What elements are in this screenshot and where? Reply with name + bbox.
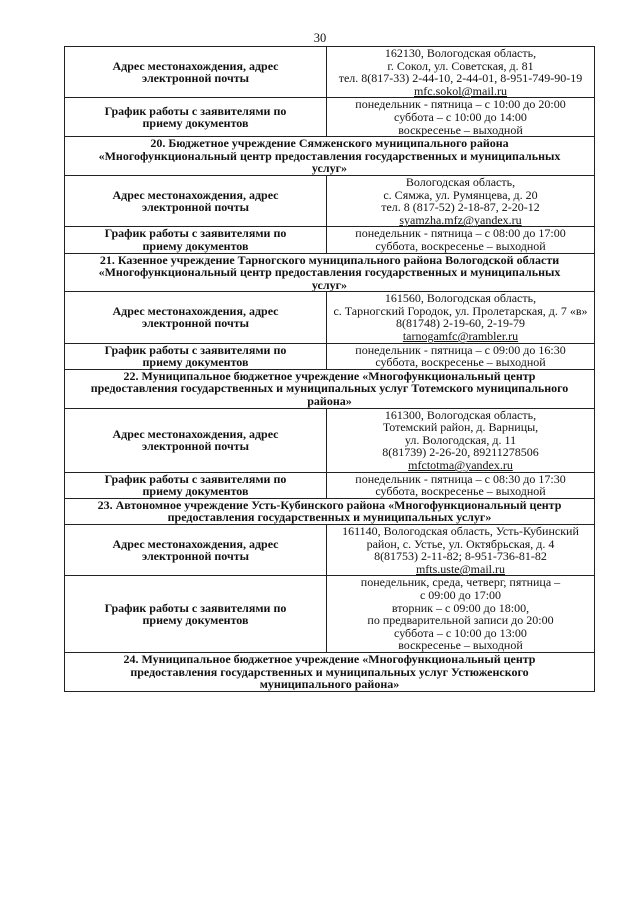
schedule-line: с 09:00 до 17:00 bbox=[419, 587, 502, 602]
address-label bbox=[65, 292, 327, 343]
schedule-label-line: График работы с заявителями по bbox=[104, 342, 287, 357]
address-line: 8(81748) 2-19-60, 2-19-79 bbox=[396, 316, 525, 331]
schedule-line: суббота, воскресенье – выходной bbox=[375, 484, 546, 499]
address-line: 8(81739) 2-26-20, 89211278506 bbox=[382, 445, 539, 460]
address-line: syamzha.mfz@yandex.ru bbox=[399, 212, 522, 227]
section-title bbox=[65, 137, 595, 176]
section-title-line: 20. Бюджетное учреждение Сямженского муниципального района bbox=[150, 136, 509, 151]
mfc-contacts-table bbox=[64, 46, 595, 692]
schedule-row bbox=[65, 227, 595, 253]
section-title-line: района» bbox=[307, 394, 352, 409]
address-line: 8(81753) 2-11-82; 8-951-736-81-82 bbox=[374, 549, 547, 564]
address-value bbox=[327, 292, 595, 343]
section-title-line: предоставления государственных и муниципальных услуг Устюженского bbox=[130, 664, 529, 679]
address-row bbox=[65, 47, 595, 98]
address-label-line: Адрес местонахождения, адрес bbox=[112, 426, 279, 441]
address-value bbox=[327, 524, 595, 575]
address-line: mfctotma@yandex.ru bbox=[408, 458, 513, 472]
schedule-label bbox=[65, 227, 327, 253]
section-header-row bbox=[65, 652, 595, 691]
section-title-line: предоставления государственных и муниципальных услуг» bbox=[167, 510, 492, 525]
address-line: 161140, Вологодская область, Усть-Кубинский bbox=[342, 523, 579, 538]
address-line: с. Сямжа, ул. Румянцева, д. 20 bbox=[383, 187, 538, 202]
address-line: mfc.sokol@mail.ru bbox=[413, 83, 508, 98]
schedule-value bbox=[327, 343, 595, 369]
schedule-line: суббота, воскресенье – выходной bbox=[375, 355, 546, 370]
address-value bbox=[327, 175, 595, 226]
schedule-label bbox=[65, 343, 327, 369]
address-label-line: Адрес местонахождения, адрес bbox=[112, 303, 279, 318]
section-title-line: 24. Муниципальное бюджетное учреждение «Многофункциональный центр bbox=[123, 651, 536, 666]
address-label bbox=[65, 47, 327, 98]
schedule-line: понедельник - пятница – с 08:00 до 17:00 bbox=[355, 226, 566, 241]
section-title-line: услуг» bbox=[311, 277, 348, 292]
address-line: tarnogamfc@rambler.ru bbox=[402, 329, 519, 344]
address-line: 161300, Вологодская область, bbox=[384, 407, 537, 422]
address-label-line: электронной почты bbox=[141, 549, 250, 564]
address-label-line: Адрес местонахождения, адрес bbox=[112, 187, 279, 202]
address-row bbox=[65, 292, 595, 343]
schedule-line: суббота – с 10:00 до 14:00 bbox=[394, 109, 527, 124]
schedule-row bbox=[65, 98, 595, 137]
address-label-line: Адрес местонахождения, адрес bbox=[112, 58, 279, 73]
address-line: г. Сокол, ул. Советская, д. 81 bbox=[387, 58, 534, 73]
schedule-label-line: приему документов bbox=[142, 116, 249, 131]
section-title-line: 22. Муниципальное бюджетное учреждение «Многофункциональный центр bbox=[123, 368, 536, 383]
section-title-line: «Многофункциональный центр предоставления государственных и муниципальных bbox=[98, 265, 561, 280]
address-row bbox=[65, 175, 595, 226]
address-label-line: электронной почты bbox=[141, 316, 250, 331]
schedule-label-line: приему документов bbox=[142, 238, 249, 253]
schedule-line: воскресенье – выходной bbox=[398, 122, 523, 137]
section-title bbox=[65, 652, 595, 691]
section-title-line: «Многофункциональный центр предоставления государственных и муниципальных bbox=[98, 148, 561, 163]
schedule-value bbox=[327, 576, 595, 653]
schedule-line: вторник – с 09:00 до 18:00, bbox=[391, 600, 530, 615]
address-value bbox=[327, 408, 595, 472]
page-number: 30 bbox=[313, 31, 327, 45]
address-line: ул. Вологодская, д. 11 bbox=[404, 432, 517, 447]
address-label bbox=[65, 408, 327, 472]
section-title-line: предоставления государственных и муниципальных услуг Тотемского муниципального bbox=[90, 381, 569, 396]
schedule-value bbox=[327, 227, 595, 253]
address-row bbox=[65, 524, 595, 575]
address-line: тел. 8(817-33) 2-44-10, 2-44-01, 8-951-749-90-19 bbox=[338, 71, 583, 86]
address-line: Тотемский район, д. Варницы, bbox=[382, 420, 539, 435]
section-title bbox=[65, 369, 595, 408]
section-title bbox=[65, 498, 595, 524]
section-title bbox=[65, 253, 595, 292]
section-header-row bbox=[65, 369, 595, 408]
address-label-line: электронной почты bbox=[141, 200, 250, 215]
schedule-line: по предварительной записи до 20:00 bbox=[367, 613, 554, 628]
address-label-line: электронной почты bbox=[141, 439, 250, 454]
schedule-label-line: приему документов bbox=[142, 613, 249, 628]
address-line: с. Тарногский Городок, ул. Пролетарская, д. 7 «в» bbox=[333, 303, 588, 318]
section-title-line: 23. Автономное учреждение Усть-Кубинского района «Многофункциональный центр bbox=[97, 497, 562, 512]
address-line: mfts.uste@mail.ru bbox=[415, 561, 506, 576]
address-line: Вологодская область, bbox=[405, 174, 516, 189]
schedule-row bbox=[65, 472, 595, 498]
address-label-line: Адрес местонахождения, адрес bbox=[112, 536, 279, 551]
schedule-label-line: График работы с заявителями по bbox=[104, 226, 287, 241]
schedule-line: воскресенье – выходной bbox=[398, 638, 523, 653]
schedule-value bbox=[327, 472, 595, 498]
section-title-line: муниципального района» bbox=[259, 677, 400, 692]
schedule-line: суббота – с 10:00 до 13:00 bbox=[394, 625, 527, 640]
address-line: район, с. Устье, ул. Октябрьская, д. 4 bbox=[366, 536, 555, 551]
schedule-label-line: приему документов bbox=[142, 355, 249, 370]
section-header-row bbox=[65, 253, 595, 292]
schedule-label-line: График работы с заявителями по bbox=[104, 600, 287, 615]
section-header-row bbox=[65, 137, 595, 176]
schedule-label-line: приему документов bbox=[142, 484, 249, 499]
schedule-label bbox=[65, 98, 327, 137]
schedule-label bbox=[65, 472, 327, 498]
schedule-line: понедельник, среда, четверг, пятница – bbox=[360, 575, 561, 590]
schedule-line: суббота, воскресенье – выходной bbox=[375, 238, 546, 253]
address-line: 161560, Вологодская область, bbox=[384, 291, 537, 306]
address-label bbox=[65, 524, 327, 575]
schedule-label bbox=[65, 576, 327, 653]
section-title-line: 21. Казенное учреждение Тарногского муниципального района Вологодской области bbox=[99, 252, 560, 267]
schedule-row bbox=[65, 343, 595, 369]
address-line: 162130, Вологодская область, bbox=[384, 46, 537, 60]
address-line: тел. 8 (817-52) 2-18-87, 2-20-12 bbox=[381, 200, 540, 215]
schedule-line: понедельник - пятница – с 08:30 до 17:30 bbox=[355, 471, 566, 486]
section-title-line: услуг» bbox=[311, 161, 348, 176]
address-row bbox=[65, 408, 595, 472]
schedule-label-line: График работы с заявителями по bbox=[104, 471, 287, 486]
schedule-line: понедельник - пятница – с 10:00 до 20:00 bbox=[355, 97, 566, 112]
schedule-label-line: График работы с заявителями по bbox=[104, 103, 287, 118]
schedule-value bbox=[327, 98, 595, 137]
address-value bbox=[327, 47, 595, 98]
schedule-row bbox=[65, 576, 595, 653]
section-header-row bbox=[65, 498, 595, 524]
address-label-line: электронной почты bbox=[141, 71, 250, 86]
address-label bbox=[65, 175, 327, 226]
schedule-line: понедельник - пятница – с 09:00 до 16:30 bbox=[355, 342, 566, 357]
